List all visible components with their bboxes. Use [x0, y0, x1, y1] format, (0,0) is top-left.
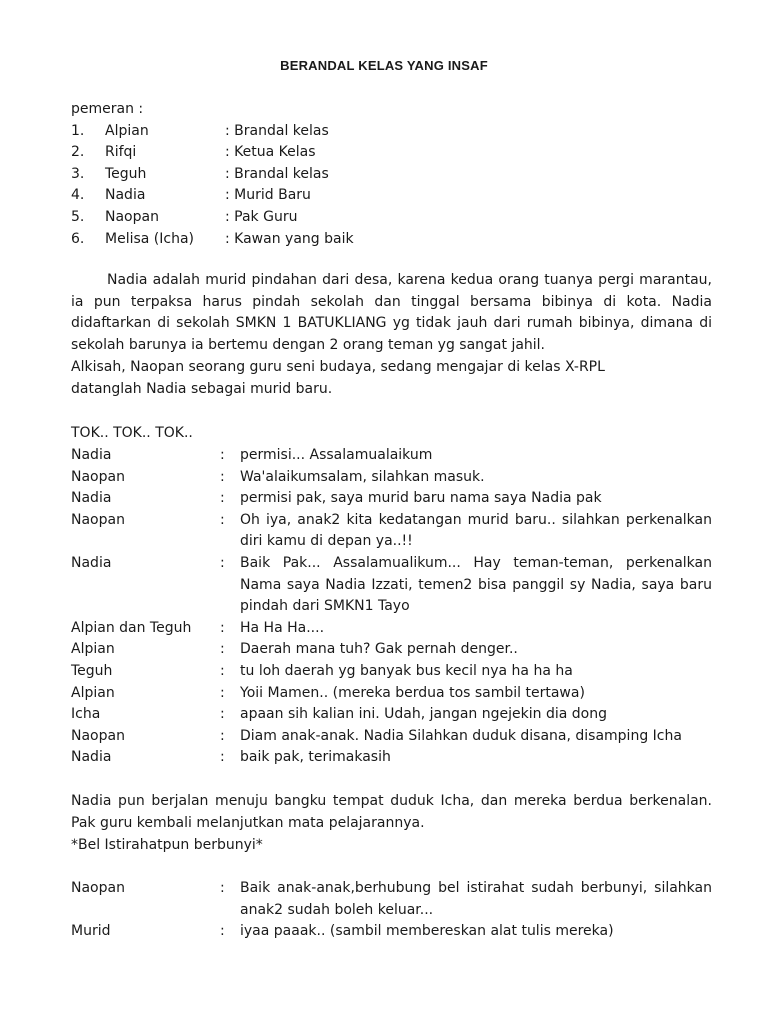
line-text: Ha Ha Ha.... [240, 619, 325, 636]
speaker: Alpian [71, 684, 115, 701]
line-text: iyaa paaak.. (sambil membereskan alat tulis mereka) [240, 923, 614, 940]
line-text: Diam anak-anak. Nadia Silahkan duduk disana, disamping Icha [240, 727, 682, 744]
cast-label: pemeran : [71, 101, 144, 117]
cast-number: 1. [71, 122, 85, 139]
dialog-line [71, 445, 712, 467]
cast-name: Naopan [105, 208, 159, 225]
speaker: Nadia [71, 554, 112, 571]
cast-number: 4. [71, 187, 85, 204]
speaker: Murid [71, 923, 111, 940]
cast-name: Nadia [105, 187, 146, 204]
line-text: permisi... Assalamualaikum [240, 447, 433, 463]
speaker: Naopan [71, 511, 125, 528]
bell-line: *Bel Istirahatpun berbunyi* [71, 837, 263, 853]
dialog-line [71, 510, 712, 553]
cast-row [71, 207, 711, 229]
colon: : [220, 749, 225, 766]
colon: : [220, 468, 225, 485]
colon: : [220, 880, 225, 896]
colon: : [220, 706, 225, 723]
cast-name: Melisa (Icha) [105, 230, 194, 247]
cast-number: 3. [71, 165, 85, 182]
speaker: Teguh [71, 662, 113, 679]
speaker: Naopan [71, 468, 125, 485]
dialog-line [71, 878, 712, 921]
cast-row [71, 185, 711, 207]
cast-list [71, 99, 711, 250]
cast-name: Teguh [105, 165, 147, 182]
colon: : [220, 511, 225, 528]
line-text: Baik Pak... Assalamualikum... Hay teman-teman, perkenalkan Nama saya Nadia Izzati, temen2 bisa panggil sy Nadia, saya baru pindah dari SMKN1 Tayo [240, 554, 712, 615]
cast-role: : Kawan yang baik [225, 230, 354, 247]
dialog-line [71, 467, 712, 489]
dialog-line [71, 726, 712, 748]
cast-number: 5. [71, 208, 85, 225]
cast-name: Alpian [105, 122, 149, 139]
cast-role: : Murid Baru [225, 187, 311, 204]
cast-row [71, 229, 711, 251]
cast-row [71, 164, 711, 186]
cast-role: : Brandal kelas [225, 165, 329, 182]
dialog-line [71, 921, 712, 943]
cast-row [71, 142, 711, 164]
speaker: Alpian [71, 641, 115, 658]
speaker: Nadia [71, 749, 112, 766]
colon: : [220, 923, 225, 940]
dialog-block [71, 445, 712, 769]
line-text: Wa'alaikumsalam, silahkan masuk. [240, 468, 485, 485]
speaker: Naopan [71, 727, 125, 744]
colon: : [220, 619, 225, 636]
cast-number: 2. [71, 144, 85, 161]
speaker: Nadia [71, 447, 112, 463]
colon: : [220, 684, 225, 701]
line-text: Yoii Mamen.. (mereka berdua tos sambil tertawa) [240, 684, 585, 701]
line-text: permisi pak, saya murid baru nama saya Nadia pak [240, 490, 602, 507]
line-text: Baik anak-anak,berhubung bel istirahat sudah berbunyi, silahkan anak2 sudah boleh keluar... [240, 880, 712, 918]
colon: : [220, 554, 225, 571]
speaker: Naopan [71, 880, 125, 896]
speaker: Nadia [71, 490, 112, 507]
colon: : [220, 662, 225, 679]
speaker: Icha [71, 706, 101, 723]
line-text: apaan sih kalian ini. Udah, jangan ngejekin dia dong [240, 706, 607, 723]
speaker: Alpian dan Teguh [71, 619, 192, 636]
line-text: tu loh daerah yg banyak bus kecil nya ha ha ha [240, 662, 573, 679]
dialog-block-2 [71, 878, 712, 943]
document-title: BERANDAL KELAS YANG INSAF [280, 58, 488, 73]
intro-line: datanglah Nadia sebagai murid baru. [71, 381, 333, 397]
line-text: Oh iya, anak2 kita kedatangan murid baru.. silahkan perkenalkan diri kamu di depan ya..!! [240, 511, 712, 550]
dialog-line [71, 683, 712, 705]
intro-paragraph: Nadia adalah murid pindahan dari desa, karena kedua orang tuanya pergi marantau, ia pun terpaksa harus pindah sekolah dan tinggal bersama bibinya di kota. Nadia didaftarkan di sekolah SMKN 1 BATUKLIANG yg tidak jauh dari rumah bibinya, dimana di sekolah barunya ia bertemu dengan 2 orang teman yg sangat jahil. [71, 272, 712, 353]
knock-line: TOK.. TOK.. TOK.. [71, 425, 193, 441]
dialog-line [71, 747, 712, 769]
cast-row [71, 121, 711, 143]
dialog-line [71, 553, 712, 618]
colon: : [220, 641, 225, 658]
cast-name: Rifqi [105, 144, 137, 161]
narration-paragraph: Nadia pun berjalan menuju bangku tempat duduk Icha, dan mereka berdua berkenalan. Pak guru kembali melanjutkan mata pelajarannya. [71, 793, 712, 831]
cast-role: : Brandal kelas [225, 122, 329, 139]
line-text: baik pak, terimakasih [240, 749, 391, 766]
intro-line: Alkisah, Naopan seorang guru seni budaya, sedang mengajar di kelas X-RPL [71, 359, 605, 375]
colon: : [220, 447, 225, 463]
line-text: Daerah mana tuh? Gak pernah denger.. [240, 641, 518, 658]
colon: : [220, 727, 225, 744]
dialog-line [71, 661, 712, 683]
dialog-line [71, 488, 712, 510]
cast-role: : Ketua Kelas [225, 144, 316, 161]
dialog-line [71, 618, 712, 640]
dialog-line [71, 639, 712, 661]
cast-number: 6. [71, 230, 85, 247]
colon: : [220, 490, 225, 507]
cast-role: : Pak Guru [225, 208, 298, 225]
dialog-line [71, 704, 712, 726]
